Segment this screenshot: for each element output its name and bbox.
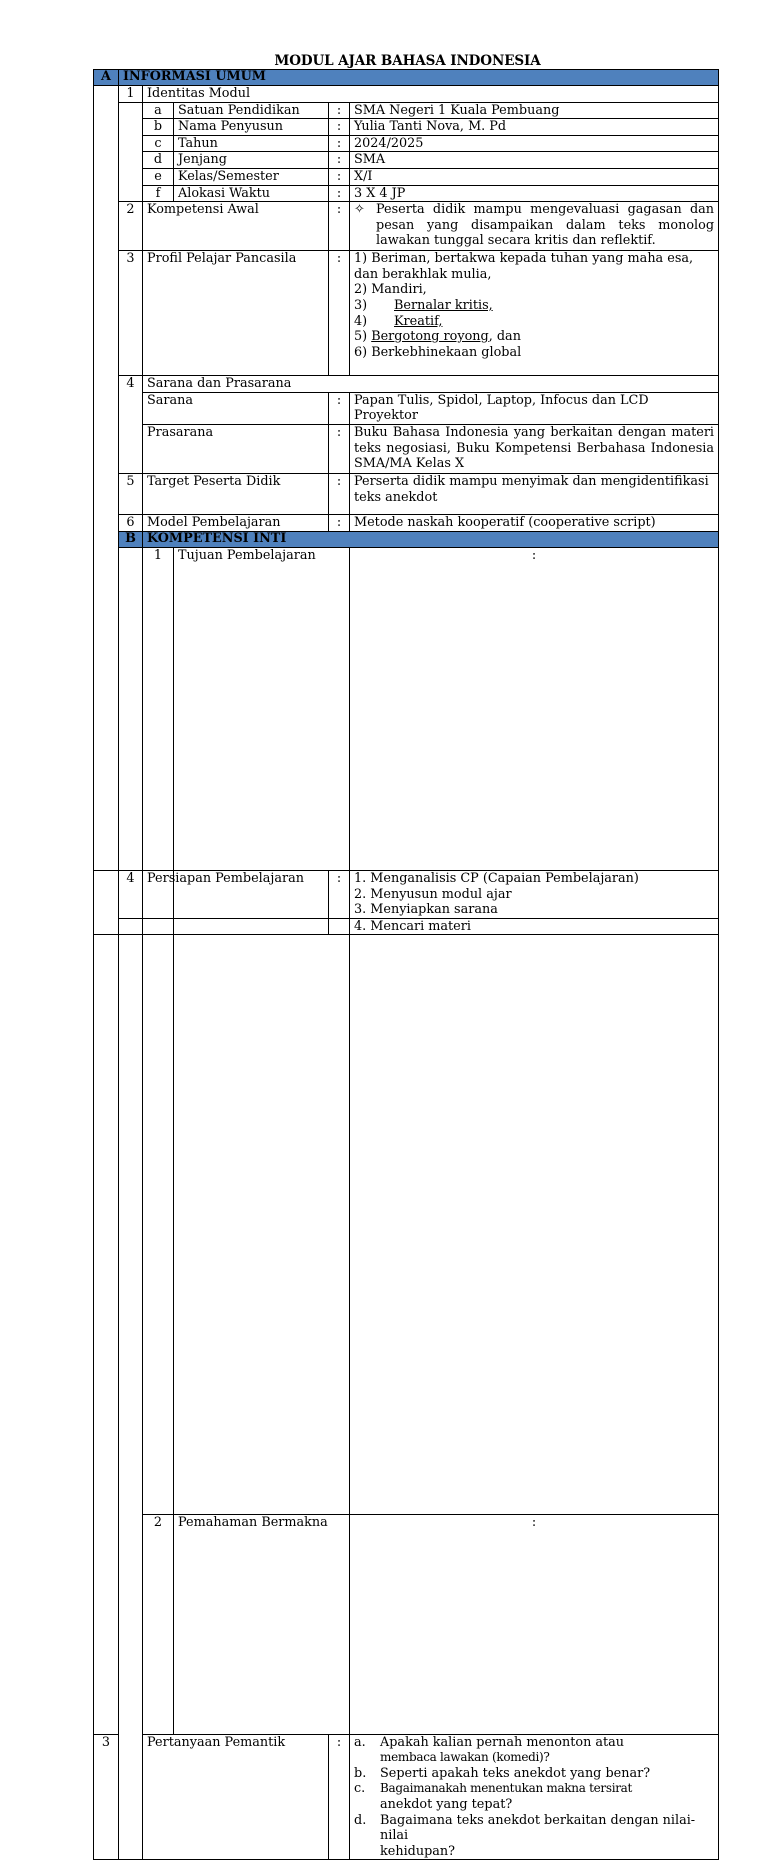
- profil-line: 6) Berkebhinekaan global: [354, 344, 522, 360]
- row-label: Sarana dan Prasarana: [143, 376, 719, 393]
- colon: :: [329, 102, 350, 119]
- list-text: kehidupan?: [380, 1843, 456, 1859]
- identitas-item: [94, 119, 719, 136]
- section-letter: B: [119, 531, 143, 547]
- row-label: Profil Pelajar Pancasila: [143, 251, 329, 376]
- row-value: Perserta didik mampu menyimak dan mengidentifikasi teks anekdot: [350, 473, 719, 514]
- prasarana-row: [94, 424, 719, 473]
- module-table: [93, 69, 719, 1860]
- sub-letter: b: [143, 119, 174, 136]
- list-item: 4. Mencari materi: [350, 918, 719, 935]
- sarana-row: [94, 392, 719, 424]
- row-label: Model Pembelajaran: [143, 514, 329, 531]
- model-row: [94, 514, 719, 531]
- pemahaman-row: [94, 1515, 719, 1734]
- colon: :: [329, 871, 350, 919]
- sub-letter: a: [143, 102, 174, 119]
- diamond-bullet-icon: ✧: [354, 202, 365, 218]
- row-value: [350, 202, 719, 251]
- section-letter: A: [94, 70, 119, 86]
- profil-number: 3): [354, 297, 368, 313]
- section-b-gutter: [119, 547, 143, 1860]
- profil-line: 2) Mandiri,: [354, 282, 427, 298]
- profil-text: , dan: [488, 329, 521, 345]
- section-a-header: [94, 70, 719, 86]
- row-value: Metode naskah kooperatif (cooperative script): [350, 514, 719, 531]
- pertanyaan-row: [94, 1734, 719, 1860]
- row-number: 5: [119, 473, 143, 514]
- identitas-item: [94, 152, 719, 169]
- row-number: 1: [119, 86, 143, 103]
- list-item: [354, 1781, 714, 1812]
- list-text: Apakah kalian pernah menonton atau: [380, 1734, 625, 1750]
- persiapan-list: [350, 871, 719, 919]
- profil-text: Kreatif,: [394, 313, 443, 329]
- row-label: Identitas Modul: [143, 86, 719, 103]
- profil-line: dan berakhlak mulia,: [354, 266, 492, 282]
- list-marker: d.: [354, 1812, 367, 1828]
- profil-line: 1) Beriman, bertakwa kepada tuhan yang maha esa,: [354, 251, 694, 267]
- sub-letter: f: [143, 185, 174, 202]
- list-text: Bagaimana teks anekdot berkaitan dengan nilai-nilai: [380, 1812, 696, 1844]
- profil-list: [350, 251, 719, 376]
- colon: :: [329, 119, 350, 136]
- list-item: [354, 1766, 714, 1782]
- profil-text: Bernalar kritis,: [394, 297, 493, 313]
- colon: :: [329, 424, 350, 473]
- list-text: Bagaimanakah menentukan makna tersirat: [380, 1781, 633, 1796]
- list-marker: c.: [354, 1781, 366, 1797]
- item-value: X/I: [350, 168, 719, 185]
- profil-number: 5): [354, 329, 372, 345]
- kompetensi-awal-text: Peserta didik mampu mengevaluasi gagasan dan pesan yang disampaikan dalam teks monolog lawakan tunggal secara kritis dan reflektif.: [376, 202, 715, 249]
- row-number: 3: [94, 1734, 119, 1860]
- colon: :: [329, 202, 350, 251]
- colon: :: [329, 185, 350, 202]
- list-item: 2. Menyusun modul ajar: [354, 886, 512, 902]
- item-label: Tahun: [174, 135, 329, 152]
- tujuan-row: [94, 547, 719, 1515]
- colon: :: [329, 135, 350, 152]
- list-marker: b.: [354, 1765, 367, 1781]
- identitas-item: [94, 185, 719, 202]
- item-value: 3 X 4 JP: [350, 185, 719, 202]
- row-label: Persiapan Pembelajaran: [143, 871, 329, 919]
- sub-letter: c: [143, 135, 174, 152]
- persiapan-table: [93, 870, 719, 935]
- identitas-row: [94, 86, 719, 103]
- number-gutter: [119, 102, 143, 202]
- row-label: Tujuan Pembelajaran: [174, 547, 350, 1515]
- profil-row: [94, 251, 719, 376]
- colon: :: [329, 473, 350, 514]
- item-label: Satuan Pendidikan: [174, 102, 329, 119]
- row-label: Kompetensi Awal: [143, 202, 329, 251]
- colon: :: [329, 168, 350, 185]
- colon: :: [329, 1734, 350, 1860]
- item-label: Kelas/Semester: [174, 168, 329, 185]
- item-value: Yulia Tanti Nova, M. Pd: [350, 119, 719, 136]
- section-title: KOMPETENSI INTI: [143, 531, 719, 547]
- colon: :: [329, 514, 350, 531]
- identitas-item: [94, 135, 719, 152]
- row-number: 2: [119, 202, 143, 251]
- profil-line: [354, 314, 714, 330]
- list-item: 1. Menganalisis CP (Capaian Pembelajaran): [354, 871, 639, 886]
- row-label: Target Peserta Didik: [143, 473, 329, 514]
- item-value: SMA Negeri 1 Kuala Pembuang: [350, 102, 719, 119]
- kompetensi-awal-row: [94, 202, 719, 251]
- sub-letter: d: [143, 152, 174, 169]
- persiapan-row: [94, 871, 719, 919]
- row-number: 2: [143, 1515, 174, 1734]
- persiapan-row-continued: [94, 918, 719, 935]
- item-value: 2024/2025: [350, 135, 719, 152]
- list-text: membaca lawakan (komedi)?: [380, 1750, 550, 1765]
- profil-line: [354, 329, 714, 345]
- colon: :: [350, 1515, 719, 1734]
- sarana-label: Sarana: [143, 392, 329, 424]
- pertanyaan-list: [350, 1734, 719, 1860]
- row-number: 1: [143, 547, 174, 1515]
- row-number: 4: [119, 376, 143, 474]
- empty-cell: [329, 918, 350, 935]
- empty-cell: [119, 918, 143, 935]
- section-title: INFORMASI UMUM: [119, 70, 719, 86]
- profil-line: [354, 298, 714, 314]
- colon: :: [350, 547, 719, 1515]
- target-row: [94, 473, 719, 514]
- section-b-header: [94, 531, 719, 547]
- sarpras-row: [94, 376, 719, 393]
- identitas-item: [94, 102, 719, 119]
- profil-text: Bergotong royong: [371, 329, 489, 345]
- sub-letter: e: [143, 168, 174, 185]
- row-number: 4: [119, 871, 143, 919]
- row-number: 6: [119, 514, 143, 531]
- list-text: Seperti apakah teks anekdot yang benar?: [380, 1765, 651, 1781]
- list-item: [354, 1735, 714, 1766]
- item-label: Alokasi Waktu: [174, 185, 329, 202]
- row-label: Pertanyaan Pemantik: [143, 1734, 329, 1860]
- colon: :: [329, 392, 350, 424]
- profil-number: 4): [354, 313, 368, 329]
- document-title: MODUL AJAR BAHASA INDONESIA: [274, 53, 541, 69]
- list-text: anekdot yang tepat?: [380, 1797, 513, 1813]
- item-label: Nama Penyusun: [174, 119, 329, 136]
- section-b-gutter: [94, 871, 119, 935]
- empty-cell: [143, 918, 329, 935]
- sarana-value: Papan Tulis, Spidol, Laptop, Infocus dan LCD Proyektor: [350, 392, 719, 424]
- colon: :: [329, 152, 350, 169]
- row-number: 3: [119, 251, 143, 376]
- list-item: [354, 1813, 714, 1860]
- item-value: SMA: [350, 152, 719, 169]
- colon: :: [329, 251, 350, 376]
- identitas-item: [94, 168, 719, 185]
- prasarana-label: Prasarana: [143, 424, 329, 473]
- row-label: Pemahaman Bermakna: [174, 1515, 350, 1734]
- prasarana-value: Buku Bahasa Indonesia yang berkaitan dengan materi teks negosiasi, Buku Kompetensi Berbahasa Indonesia SMA/MA Kelas X: [350, 424, 719, 473]
- list-marker: a.: [354, 1734, 366, 1750]
- list-item: 3. Menyiapkan sarana: [354, 902, 498, 918]
- item-label: Jenjang: [174, 152, 329, 169]
